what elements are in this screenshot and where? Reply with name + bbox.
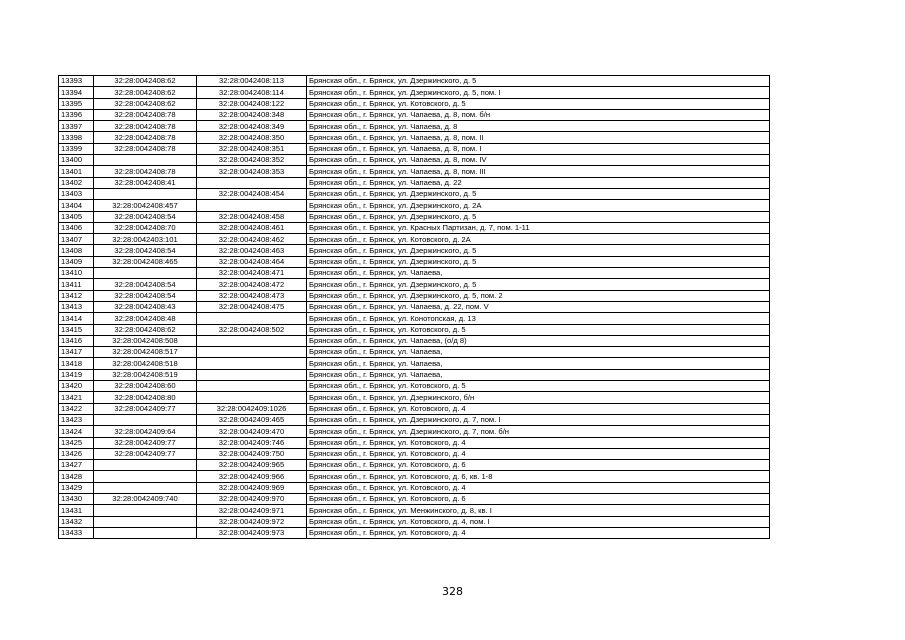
cadastral-number-cell: 32:28:0042408:62 xyxy=(94,87,197,98)
address-cell: Брянская обл., г. Брянск, ул. Дзержинского, д. 5, пом. I xyxy=(307,87,770,98)
cadastral-number-cell: 32:28:0042408:78 xyxy=(94,166,197,177)
row-number-cell: 13403 xyxy=(59,188,94,199)
row-number-cell: 13408 xyxy=(59,245,94,256)
cadastral-number-cell xyxy=(94,414,197,425)
address-cell: Брянская обл., г. Брянск, ул. Красных Партизан, д. 7, пом. 1-11 xyxy=(307,222,770,233)
address-cell: Брянская обл., г. Брянск, ул. Котовского, д. 4 xyxy=(307,403,770,414)
cadastral-number-cell: 32:28:0042408:60 xyxy=(94,381,197,392)
cadastral-number-cell: 32:28:0042409:77 xyxy=(94,448,197,459)
object-cadastral-number-cell: 32:28:0042409:966 xyxy=(197,471,307,482)
cadastral-number-cell: 32:28:0042408:508 xyxy=(94,335,197,346)
cadastral-number-cell xyxy=(94,505,197,516)
row-number-cell: 13410 xyxy=(59,268,94,279)
object-cadastral-number-cell: 32:28:0042408:353 xyxy=(197,166,307,177)
cadastral-number-cell: 32:28:0042408:519 xyxy=(94,369,197,380)
cadastral-number-cell: 32:28:0042408:62 xyxy=(94,76,197,87)
object-cadastral-number-cell xyxy=(197,313,307,324)
row-number-cell: 13404 xyxy=(59,200,94,211)
row-number-cell: 13431 xyxy=(59,505,94,516)
address-cell: Брянская обл., г. Брянск, ул. Дзержинского, д. 7, пом. б/н xyxy=(307,426,770,437)
table-row xyxy=(59,256,770,267)
address-cell: Брянская обл., г. Брянск, ул. Дзержинского, д. 5, пом. 2 xyxy=(307,290,770,301)
table-row xyxy=(59,76,770,87)
cadastral-number-cell: 32:28:0042408:41 xyxy=(94,177,197,188)
row-number-cell: 13422 xyxy=(59,403,94,414)
cadastral-number-cell xyxy=(94,188,197,199)
page-number: 328 xyxy=(442,585,463,598)
row-number-cell: 13433 xyxy=(59,527,94,538)
object-cadastral-number-cell: 32:28:0042408:463 xyxy=(197,245,307,256)
table-row xyxy=(59,437,770,448)
address-cell: Брянская обл., г. Брянск, ул. Котовского, д. 4 xyxy=(307,448,770,459)
row-number-cell: 13411 xyxy=(59,279,94,290)
row-number-cell: 13393 xyxy=(59,76,94,87)
object-cadastral-number-cell xyxy=(197,177,307,188)
address-cell: Брянская обл., г. Брянск, ул. Дзержинского, д. 5 xyxy=(307,279,770,290)
cadastral-number-cell xyxy=(94,155,197,166)
row-number-cell: 13395 xyxy=(59,98,94,109)
cadastral-number-cell: 32:28:0042409:64 xyxy=(94,426,197,437)
cadastral-number-cell: 32:28:0042403:101 xyxy=(94,234,197,245)
cadastral-number-cell: 32:28:0042408:78 xyxy=(94,121,197,132)
object-cadastral-number-cell: 32:28:0042408:473 xyxy=(197,290,307,301)
table-row xyxy=(59,268,770,279)
object-cadastral-number-cell: 32:28:0042409:971 xyxy=(197,505,307,516)
cadastral-number-cell: 32:28:0042408:78 xyxy=(94,109,197,120)
object-cadastral-number-cell: 32:28:0042409:470 xyxy=(197,426,307,437)
cadastral-number-cell: 32:28:0042408:48 xyxy=(94,313,197,324)
table-row xyxy=(59,200,770,211)
cadastral-number-cell: 32:28:0042408:518 xyxy=(94,358,197,369)
cadastral-number-cell xyxy=(94,268,197,279)
address-cell: Брянская обл., г. Брянск, ул. Котовского, д. 4 xyxy=(307,482,770,493)
object-cadastral-number-cell: 32:28:0042408:464 xyxy=(197,256,307,267)
row-number-cell: 13420 xyxy=(59,381,94,392)
address-cell: Брянская обл., г. Брянск, ул. Чапаева, д. 8, пом. III xyxy=(307,166,770,177)
address-cell: Брянская обл., г. Брянск, ул. Котовского, д. 5 xyxy=(307,381,770,392)
object-cadastral-number-cell: 32:28:0042409:972 xyxy=(197,516,307,527)
address-cell: Брянская обл., г. Брянск, ул. Чапаева, xyxy=(307,347,770,358)
table-row xyxy=(59,414,770,425)
cadastral-number-cell: 32:28:0042409:740 xyxy=(94,493,197,504)
address-cell: Брянская обл., г. Брянск, ул. Котовского, д. 6, кв. 1-8 xyxy=(307,471,770,482)
row-number-cell: 13424 xyxy=(59,426,94,437)
table-row xyxy=(59,155,770,166)
row-number-cell: 13423 xyxy=(59,414,94,425)
address-cell: Брянская обл., г. Брянск, ул. Чапаева, xyxy=(307,358,770,369)
cadastral-number-cell: 32:28:0042408:70 xyxy=(94,222,197,233)
row-number-cell: 13405 xyxy=(59,211,94,222)
table-row xyxy=(59,403,770,414)
cadastral-number-cell: 32:28:0042408:78 xyxy=(94,132,197,143)
address-cell: Брянская обл., г. Брянск, ул. Чапаева, xyxy=(307,268,770,279)
row-number-cell: 13425 xyxy=(59,437,94,448)
table-row xyxy=(59,211,770,222)
table-row xyxy=(59,516,770,527)
cadastral-number-cell xyxy=(94,482,197,493)
table-row xyxy=(59,426,770,437)
cadastral-number-cell: 32:28:0042408:465 xyxy=(94,256,197,267)
address-cell: Брянская обл., г. Брянск, ул. Конотопская, д. 13 xyxy=(307,313,770,324)
object-cadastral-number-cell: 32:28:0042409:465 xyxy=(197,414,307,425)
row-number-cell: 13407 xyxy=(59,234,94,245)
row-number-cell: 13413 xyxy=(59,301,94,312)
table-row xyxy=(59,460,770,471)
address-cell: Брянская обл., г. Брянск, ул. Чапаева, д. 8, пом. II xyxy=(307,132,770,143)
registry-table xyxy=(58,75,770,539)
object-cadastral-number-cell: 32:28:0042408:475 xyxy=(197,301,307,312)
row-number-cell: 13396 xyxy=(59,109,94,120)
cadastral-number-cell: 32:28:0042408:54 xyxy=(94,290,197,301)
row-number-cell: 13406 xyxy=(59,222,94,233)
table-row xyxy=(59,301,770,312)
table-row xyxy=(59,98,770,109)
table-row xyxy=(59,381,770,392)
row-number-cell: 13418 xyxy=(59,358,94,369)
row-number-cell: 13402 xyxy=(59,177,94,188)
object-cadastral-number-cell: 32:28:0042409:750 xyxy=(197,448,307,459)
row-number-cell: 13432 xyxy=(59,516,94,527)
object-cadastral-number-cell: 32:28:0042408:114 xyxy=(197,87,307,98)
address-cell: Брянская обл., г. Брянск, ул. Дзержинского, д. 5 xyxy=(307,76,770,87)
object-cadastral-number-cell: 32:28:0042408:350 xyxy=(197,132,307,143)
object-cadastral-number-cell: 32:28:0042408:462 xyxy=(197,234,307,245)
address-cell: Брянская обл., г. Брянск, ул. Котовского, д. 4, пом. I xyxy=(307,516,770,527)
address-cell: Брянская обл., г. Брянск, ул. Дзержинского, д. 5 xyxy=(307,188,770,199)
row-number-cell: 13428 xyxy=(59,471,94,482)
object-cadastral-number-cell: 32:28:0042408:471 xyxy=(197,268,307,279)
row-number-cell: 13414 xyxy=(59,313,94,324)
object-cadastral-number-cell: 32:28:0042408:348 xyxy=(197,109,307,120)
object-cadastral-number-cell xyxy=(197,369,307,380)
table-row xyxy=(59,143,770,154)
cadastral-number-cell xyxy=(94,527,197,538)
row-number-cell: 13415 xyxy=(59,324,94,335)
address-cell: Брянская обл., г. Брянск, ул. Дзержинского, д. 7, пом. I xyxy=(307,414,770,425)
address-cell: Брянская обл., г. Брянск, ул. Чапаева, д. 8 xyxy=(307,121,770,132)
address-cell: Брянская обл., г. Брянск, ул. Котовского, д. 2А xyxy=(307,234,770,245)
object-cadastral-number-cell: 32:28:0042409:1026 xyxy=(197,403,307,414)
address-cell: Брянская обл., г. Брянск, ул. Котовского, д. 5 xyxy=(307,324,770,335)
row-number-cell: 13399 xyxy=(59,143,94,154)
cadastral-number-cell: 32:28:0042409:77 xyxy=(94,437,197,448)
object-cadastral-number-cell xyxy=(197,381,307,392)
object-cadastral-number-cell: 32:28:0042408:458 xyxy=(197,211,307,222)
row-number-cell: 13401 xyxy=(59,166,94,177)
cadastral-number-cell: 32:28:0042408:54 xyxy=(94,245,197,256)
table-row xyxy=(59,482,770,493)
object-cadastral-number-cell: 32:28:0042408:454 xyxy=(197,188,307,199)
table-row xyxy=(59,347,770,358)
table-row xyxy=(59,313,770,324)
table-row xyxy=(59,87,770,98)
cadastral-number-cell: 32:28:0042409:77 xyxy=(94,403,197,414)
address-cell: Брянская обл., г. Брянск, ул. Котовского, д. 6 xyxy=(307,493,770,504)
object-cadastral-number-cell: 32:28:0042408:351 xyxy=(197,143,307,154)
row-number-cell: 13416 xyxy=(59,335,94,346)
address-cell: Брянская обл., г. Брянск, ул. Дзержинского, д. 5 xyxy=(307,256,770,267)
table-row xyxy=(59,121,770,132)
row-number-cell: 13430 xyxy=(59,493,94,504)
address-cell: Брянская обл., г. Брянск, ул. Чапаева, xyxy=(307,369,770,380)
table-row xyxy=(59,132,770,143)
row-number-cell: 13394 xyxy=(59,87,94,98)
table-row xyxy=(59,324,770,335)
address-cell: Брянская обл., г. Брянск, ул. Котовского, д. 6 xyxy=(307,460,770,471)
table-row xyxy=(59,188,770,199)
table-row xyxy=(59,290,770,301)
object-cadastral-number-cell: 32:28:0042408:502 xyxy=(197,324,307,335)
object-cadastral-number-cell xyxy=(197,200,307,211)
object-cadastral-number-cell xyxy=(197,392,307,403)
row-number-cell: 13398 xyxy=(59,132,94,143)
table-row xyxy=(59,335,770,346)
table-row xyxy=(59,222,770,233)
row-number-cell: 13421 xyxy=(59,392,94,403)
address-cell: Брянская обл., г. Брянск, ул. Чапаева, (о/д 8) xyxy=(307,335,770,346)
table-row xyxy=(59,493,770,504)
cadastral-number-cell: 32:28:0042408:80 xyxy=(94,392,197,403)
address-cell: Брянская обл., г. Брянск, ул. Менжинского, д. 8, кв. I xyxy=(307,505,770,516)
table-row xyxy=(59,527,770,538)
object-cadastral-number-cell: 32:28:0042408:349 xyxy=(197,121,307,132)
object-cadastral-number-cell: 32:28:0042409:969 xyxy=(197,482,307,493)
cadastral-number-cell: 32:28:0042408:54 xyxy=(94,279,197,290)
cadastral-number-cell: 32:28:0042408:517 xyxy=(94,347,197,358)
row-number-cell: 13426 xyxy=(59,448,94,459)
row-number-cell: 13400 xyxy=(59,155,94,166)
address-cell: Брянская обл., г. Брянск, ул. Чапаева, д. 8, пом. б/н xyxy=(307,109,770,120)
row-number-cell: 13427 xyxy=(59,460,94,471)
table-row xyxy=(59,234,770,245)
object-cadastral-number-cell: 32:28:0042408:472 xyxy=(197,279,307,290)
table-row xyxy=(59,166,770,177)
object-cadastral-number-cell xyxy=(197,335,307,346)
table-row xyxy=(59,279,770,290)
row-number-cell: 13419 xyxy=(59,369,94,380)
object-cadastral-number-cell: 32:28:0042409:970 xyxy=(197,493,307,504)
table-row xyxy=(59,358,770,369)
row-number-cell: 13412 xyxy=(59,290,94,301)
address-cell: Брянская обл., г. Брянск, ул. Чапаева, д. 22 xyxy=(307,177,770,188)
table-row xyxy=(59,392,770,403)
address-cell: Брянская обл., г. Брянск, ул. Чапаева, д. 8, пом. I xyxy=(307,143,770,154)
registry-table-body xyxy=(59,76,770,539)
object-cadastral-number-cell xyxy=(197,358,307,369)
address-cell: Брянская обл., г. Брянск, ул. Котовского, д. 4 xyxy=(307,527,770,538)
address-cell: Брянская обл., г. Брянск, ул. Дзержинского, д. 5 xyxy=(307,245,770,256)
table-row xyxy=(59,245,770,256)
object-cadastral-number-cell: 32:28:0042409:965 xyxy=(197,460,307,471)
cadastral-number-cell: 32:28:0042408:54 xyxy=(94,211,197,222)
object-cadastral-number-cell: 32:28:0042408:352 xyxy=(197,155,307,166)
cadastral-number-cell: 32:28:0042408:457 xyxy=(94,200,197,211)
address-cell: Брянская обл., г. Брянск, ул. Котовского, д. 4 xyxy=(307,437,770,448)
object-cadastral-number-cell: 32:28:0042409:746 xyxy=(197,437,307,448)
address-cell: Брянская обл., г. Брянск, ул. Чапаева, д. 22, пом. V xyxy=(307,301,770,312)
table-row xyxy=(59,369,770,380)
row-number-cell: 13417 xyxy=(59,347,94,358)
row-number-cell: 13429 xyxy=(59,482,94,493)
cadastral-number-cell xyxy=(94,471,197,482)
cadastral-number-cell xyxy=(94,460,197,471)
table-row xyxy=(59,109,770,120)
object-cadastral-number-cell: 32:28:0042409:973 xyxy=(197,527,307,538)
row-number-cell: 13409 xyxy=(59,256,94,267)
address-cell: Брянская обл., г. Брянск, ул. Дзержинского, б/н xyxy=(307,392,770,403)
address-cell: Брянская обл., г. Брянск, ул. Котовского, д. 5 xyxy=(307,98,770,109)
object-cadastral-number-cell: 32:28:0042408:113 xyxy=(197,76,307,87)
cadastral-number-cell: 32:28:0042408:62 xyxy=(94,98,197,109)
address-cell: Брянская обл., г. Брянск, ул. Дзержинского, д. 5 xyxy=(307,211,770,222)
cadastral-number-cell: 32:28:0042408:62 xyxy=(94,324,197,335)
cadastral-number-cell xyxy=(94,516,197,527)
address-cell: Брянская обл., г. Брянск, ул. Чапаева, д. 8, пом. IV xyxy=(307,155,770,166)
table-row xyxy=(59,448,770,459)
cadastral-number-cell: 32:28:0042408:78 xyxy=(94,143,197,154)
table-row xyxy=(59,471,770,482)
cadastral-number-cell: 32:28:0042408:43 xyxy=(94,301,197,312)
object-cadastral-number-cell: 32:28:0042408:122 xyxy=(197,98,307,109)
object-cadastral-number-cell xyxy=(197,347,307,358)
object-cadastral-number-cell: 32:28:0042408:461 xyxy=(197,222,307,233)
row-number-cell: 13397 xyxy=(59,121,94,132)
table-row xyxy=(59,177,770,188)
address-cell: Брянская обл., г. Брянск, ул. Дзержинского, д. 2А xyxy=(307,200,770,211)
table-row xyxy=(59,505,770,516)
